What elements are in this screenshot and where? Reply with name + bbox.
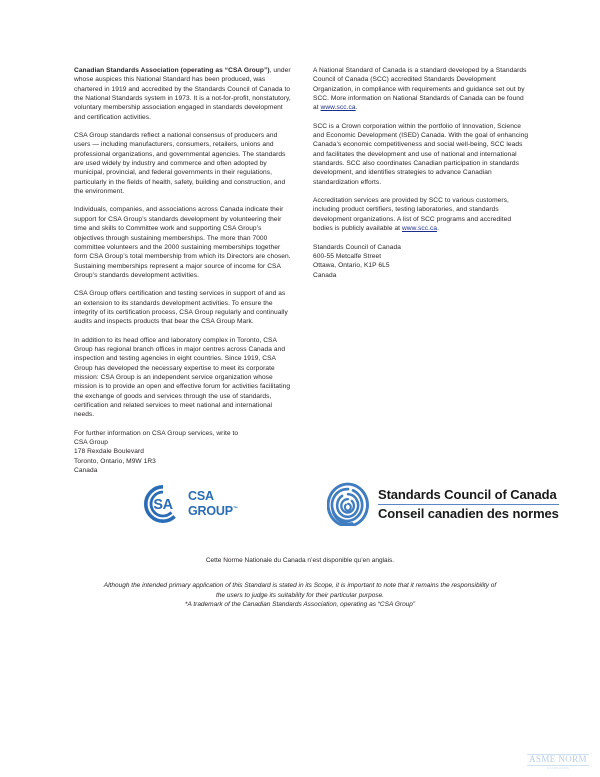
csa-circle-mark-icon [143, 484, 183, 524]
scc-website-link-2[interactable]: www.scc.ca [401, 225, 438, 233]
csa-group-logo [143, 484, 238, 524]
paragraph-scc-crown-corporation: SCC is a Crown corporation within the portfolio of Innovation, Science and Economic Development (ISED) Canada. With the goal of enhancing Canada’s economic competitiveness and social well-being, SCC leads and facilitates the development and use of national and international standards. SCC also coordinates Canadian participation in standards development, and identifies strategies to advance Canadian standardization efforts. [313, 122, 529, 186]
scc-wordmark-english: Standards Council of Canada [378, 487, 559, 505]
accreditation-text-before-link: Accreditation services are provided by SCC to various customers, including product certifiers, testing laboratories, and standards development organizations. A list of SCC programs and accredited bodies is publicly available at [313, 197, 512, 233]
paragraph-nsc-definition [313, 66, 530, 113]
watermark-subtitle: STANDARDS [547, 766, 569, 770]
accreditation-text-after-link: . [437, 225, 439, 233]
scc-wordmark-french: Conseil canadien des normes [378, 505, 559, 521]
scc-address-line-1: Standards Council of Canada [313, 243, 401, 251]
csa-group-wordmark [188, 490, 238, 517]
scc-spiral-icon [327, 482, 369, 526]
svg-text:SA: SA [153, 497, 173, 514]
scc-address-line-3: Ottawa, Ontario, K1P 6L5 [313, 262, 390, 270]
csa-contact-intro: For further information on CSA Group services, write to [74, 429, 239, 437]
notice-italic-line-1: Although the intended primary application of this Standard is stated in its Scope, it is important to note that it remains the responsibility of [103, 582, 497, 589]
paragraph-csa-consensus: CSA Group standards reflect a national consensus of producers and users — including manufacturers, consumers, retailers, unions and professional organizations, and governmental agencies. The standards are used widely by industry and commerce and often adopted by municipal, provincial, and federal governments in their regulations, particularly in the fields of health, safety, building and construction, and the environment. [74, 132, 286, 196]
csa-address-line-2: 178 Rexdale Boulevard [74, 448, 144, 456]
trademark-symbol: ™ [232, 505, 238, 512]
standards-council-canada-logo [327, 482, 559, 526]
paragraph-csa-offices: In addition to its head office and laboratory complex in Toronto, CSA Group has regional branch offices in major centres across Canada and inspection and testing agencies in eight countries. Since 1919, CSA Group has developed the necessary expertise to meet its corporate mission: CSA Group is an independent service organization whose mission is to provide an open and effective forum for activities facilitating the exchange of goods and services through the use of standards, certification and related services to meet national and international needs. [74, 336, 291, 419]
notice-italic-line-2: the users to judge its suitability for their particular purpose. [215, 591, 384, 599]
nsc-text-before-link: A National Standard of Canada is a standard developed by a Standards Council of Canada (SCC) accredited Standards Development Organization, in compliance with requirements and guidance set out by SCC. More information on National Standards of Canada can be found at [313, 67, 527, 112]
csa-wordmark-line1: CSA [188, 489, 214, 504]
csa-address-line-3: Toronto, Ontario, M9W 1R3 [74, 457, 156, 465]
paragraph-csa-intro [74, 66, 291, 122]
csa-wordmark-group: GROUP [188, 504, 233, 519]
left-column [74, 66, 291, 475]
asme-norm-watermark [527, 753, 589, 771]
watermark-title: ASME NORM [529, 754, 587, 764]
logos-row [0, 482, 600, 540]
csa-wordmark-line2 [188, 503, 238, 518]
csa-address-line-1: CSA Group [74, 439, 108, 447]
scc-address-line-4: Canada [313, 271, 337, 279]
paragraph-csa-certification: CSA Group offers certification and testing services in support of and as an extension to its standards development activities. To ensure the integrity of its certification process, CSA Group regularly and continually audits and inspects products that bear the CSA Group Mark. [74, 290, 288, 326]
two-column-text-body [74, 66, 530, 475]
paragraph-csa-membership: Individuals, companies, and associations across Canada indicate their support for CSA Group’s standards development by volunteering their time and skills to Committee work and supporting CSA Group’s objectives through sustaining memberships. The more than 7000 committee volunteers and the 2000 sustaining memberships together form CSA Group’s total membership from which its Directors are chosen. Sustaining memberships represent a major source of income for CSA Group’s standards development activities. [74, 206, 291, 279]
csa-bold-lead: Canadian Standards Association (operating as “CSA Group”) [74, 67, 270, 74]
right-column [313, 66, 530, 475]
csa-intro-rest: , under whose auspices this National Standard has been produced, was chartered in 1919 and accredited by the Standards Council of Canada to the National Standards system in 1973. It is a not-for-profit, nonstatutory, voluntary membership association engaged in standards development and certification activities. [74, 67, 291, 121]
nsc-text-after-link: . [355, 104, 358, 112]
csa-address-line-4: Canada [74, 467, 98, 475]
french-availability-notice: Cette Norme Nationale du Canada n’est disponible qu’en anglais. [205, 557, 395, 564]
notice-italic-line-3: *A trademark of the Canadian Standards Association, operating as “CSA Group” [184, 601, 416, 609]
scc-address-line-2: 600-55 Metcalfe Street [313, 252, 382, 260]
scc-website-link-1[interactable]: www.scc.ca [320, 104, 356, 112]
scc-wordmark [378, 487, 559, 522]
paragraph-accreditation-services [313, 196, 530, 233]
scope-responsibility-notice [70, 581, 530, 610]
